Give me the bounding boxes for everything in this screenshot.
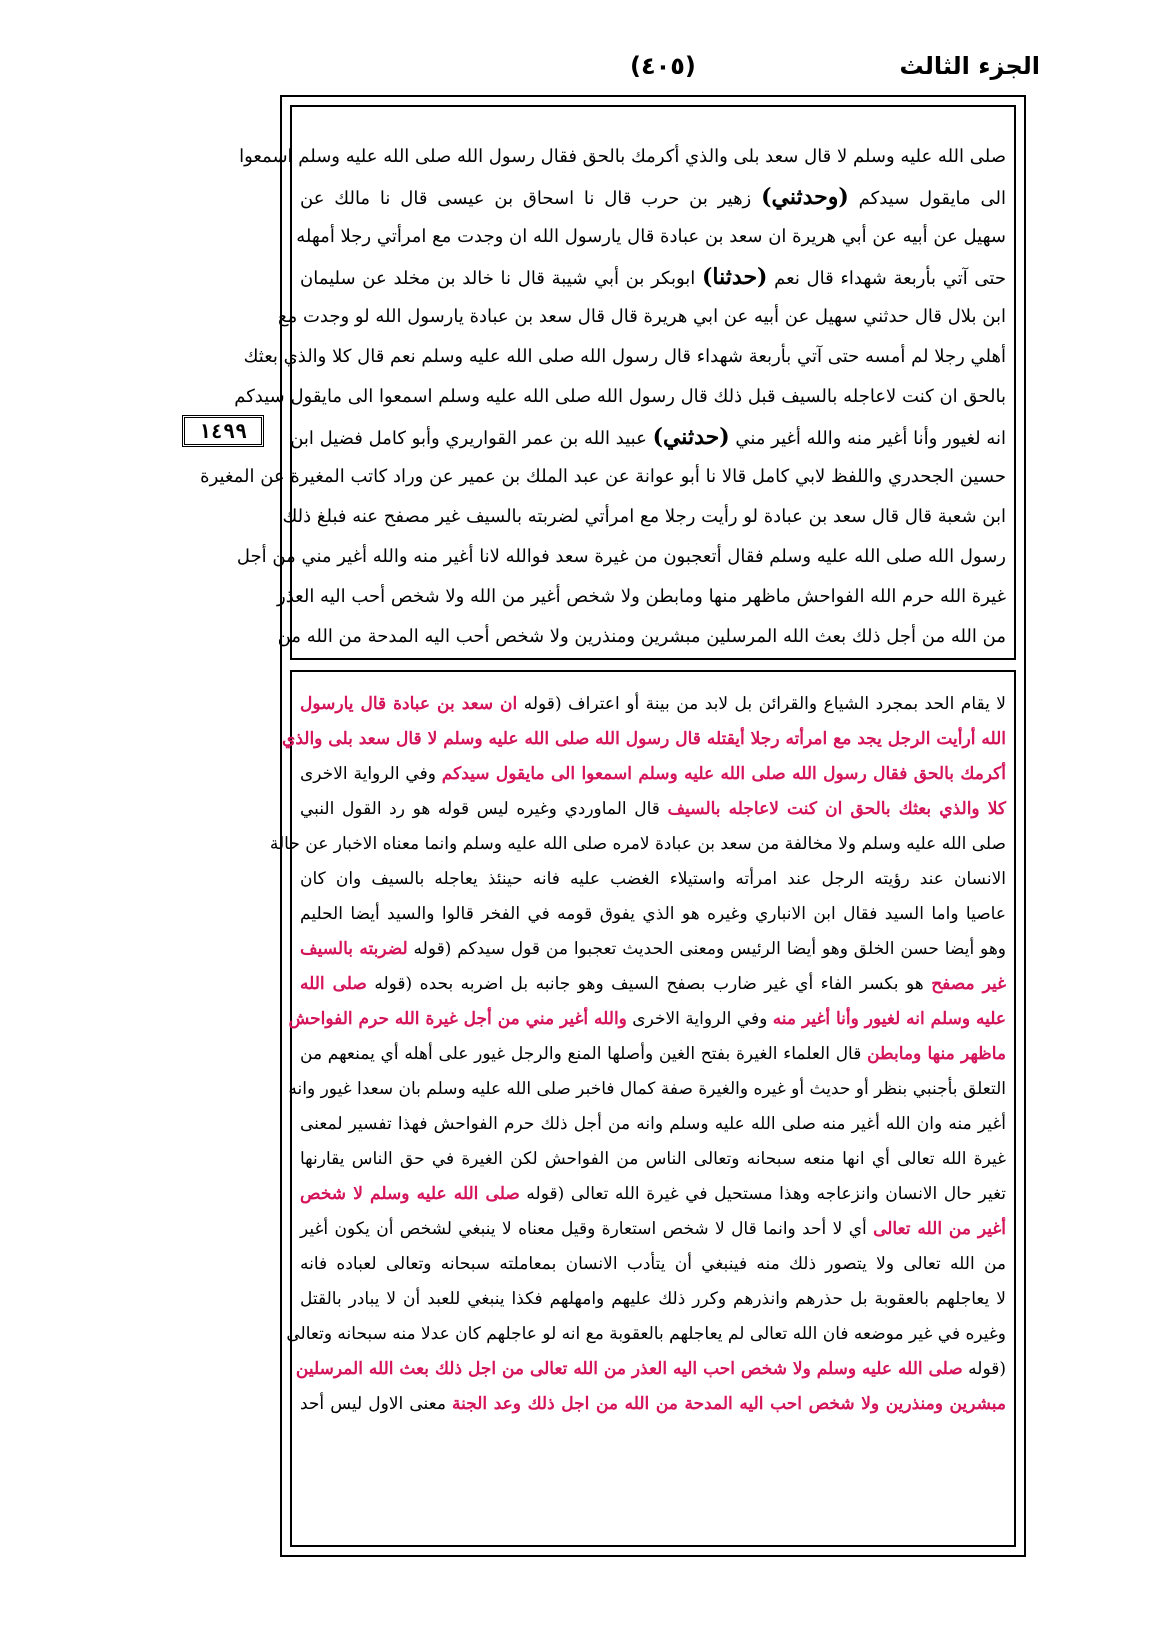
text-segment: صلى الله عليه وسلم ولا مخالفة من سعد بن عبادة لامره صلى الله عليه وسلم وانما معناه الاخبار عن حالة xyxy=(269,834,1006,854)
text-line xyxy=(200,457,1006,497)
text-line xyxy=(300,1037,1006,1072)
text-line xyxy=(282,497,1006,537)
text-segment: غيرة الله حرم الله الفواحش ماظهر منها ومابطن ولا شخص أغير من الله ولا شخص أحب اليه العذر xyxy=(277,586,1006,607)
text-line xyxy=(300,1212,1006,1247)
text-segment: لا يعاجلهم بالعقوبة بل حذرهم وانذرهم وكرر ذلك عليهم وامهلهم فكذا ينبغي للعبد أن لا يبادر بالقتل xyxy=(300,1289,1006,1309)
text-line xyxy=(236,537,1006,577)
text-segment: وغيره في غير موضعه فان الله تعالى لم يعاجلهم بالعقوبة مع انه لو عاجلهم كان عدلا منه سبحانه وتعالى xyxy=(286,1324,1006,1344)
text-segment: عبيد الله بن عمر القواريري وأبو كامل فضيل ابن xyxy=(290,428,653,449)
text-line xyxy=(282,722,1006,757)
text-line xyxy=(296,217,1006,257)
text-line xyxy=(239,137,1006,177)
text-segment: أغير منه وان الله أغير منه صلى الله عليه وسلم وانه من أجل ذلك حرم الفواحش فهذا تفسير لمعنى xyxy=(300,1114,1006,1134)
section-divider xyxy=(290,658,1016,672)
text-segment: أي لا أحد وانما قال لا شخص استعارة وقيل معناه لا ينبغي لشخص أن يكون أغير xyxy=(300,1219,874,1239)
highlighted-quote: ان سعد بن عبادة قال يارسول xyxy=(300,694,518,714)
highlighted-quote: أغير من الله تعالى xyxy=(873,1219,1006,1239)
text-segment: معنى الاول ليس أحد xyxy=(300,1394,453,1414)
narration-marker: (حدثنا) xyxy=(702,264,768,290)
highlighted-quote: غير مصفح xyxy=(931,974,1006,994)
text-line xyxy=(300,1107,1006,1142)
text-line xyxy=(300,862,1006,897)
highlighted-quote: مبشرين ومنذرين ولا شخص احب اليه المدحة من الله من اجل ذلك وعد الجنة xyxy=(452,1394,1007,1414)
text-segment: من الله من أجل ذلك بعث الله المرسلين مبشرين ومنذرين ولا شخص أحب اليه المدحة من الله من xyxy=(277,626,1006,647)
highlighted-quote: الله أرأيت الرجل يجد مع امرأته رجلا أيقتله قال رسول الله صلى الله عليه وسلم لا قال سعد بلى والذي xyxy=(282,729,1006,749)
text-segment: زهير بن حرب قال نا اسحاق بن عيسى قال نا مالك عن xyxy=(300,188,762,209)
text-segment: غيرة الله تعالى أي انها منعه سبحانه وتعالى الناس من الفواحش لكن الغيرة في حق الناس يقارنها xyxy=(300,1149,1006,1169)
text-segment: صلى الله عليه وسلم لا قال سعد بلى والذي أكرمك بالحق فقال رسول الله صلى الله عليه وسلم اسمعوا xyxy=(239,146,1006,167)
highlighted-quote: ماظهر منها ومابطن xyxy=(867,1044,1006,1064)
text-segment: وفي الرواية الاخرى xyxy=(300,764,442,784)
text-line xyxy=(295,1352,1006,1387)
text-line xyxy=(300,1177,1006,1212)
commentary-text xyxy=(269,687,1007,1527)
text-line xyxy=(286,1317,1006,1352)
text-line xyxy=(290,417,1006,457)
text-segment: انه لغيور وأنا أغير منه والله أغير مني xyxy=(729,428,1006,449)
text-line xyxy=(300,177,1006,217)
text-segment: ابن بلال قال حدثني سهيل عن أبيه عن ابي هريرة قال قال سعد بن عبادة يارسول الله لو وجدت مع xyxy=(278,306,1006,327)
text-segment: حسين الجحدري واللفظ لابي كامل قالا نا أبو عوانة عن عبد الملك بن عمير عن وراد كاتب المغيرة عن المغيرة xyxy=(200,466,1006,487)
text-segment: ابن شعبة قال قال سعد بن عبادة لو رأيت رجلا مع امرأتي لضربته بالسيف غير مصفح عنه فبلغ ذلك xyxy=(282,506,1006,527)
hadith-number-box: ١٤٩٩ xyxy=(182,415,264,447)
highlighted-quote: صلى الله عليه وسلم ولا شخص احب اليه العذر من الله تعالى من اجل ذلك بعث الله المرسلين xyxy=(295,1359,963,1379)
page-header xyxy=(290,52,1040,92)
text-line xyxy=(269,827,1006,862)
text-segment: بالحق ان كنت لاعاجله بالسيف قبل ذلك قال رسول الله صلى الله عليه وسلم اسمعوا الى مايقول سيدكم xyxy=(234,386,1006,407)
text-line xyxy=(300,757,1006,792)
highlighted-quote: والله أغير مني من أجل غيرة الله حرم الفواحش xyxy=(288,1009,627,1029)
text-segment: وهو أيضا حسن الخلق وهو أيضا الرئيس ومعنى الحديث تعجبوا من قول سيدكم (قوله xyxy=(407,939,1006,959)
text-segment: الى مايقول سيدكم xyxy=(848,188,1006,209)
text-line xyxy=(234,377,1006,417)
text-line xyxy=(300,932,1006,967)
text-segment: (قوله xyxy=(962,1359,1006,1379)
page-number: (٤٠٥) xyxy=(630,52,696,80)
highlighted-quote: كلا والذي بعثك بالحق ان كنت لاعاجله بالسيف xyxy=(667,799,1006,819)
text-line xyxy=(300,897,1006,932)
text-segment: عاصيا واما السيد فقال ابن الانباري وغيره هو الذي يفوق قومه في الفخر قالوا والسيد أيضا الحليم xyxy=(300,904,1006,924)
text-segment: أهلي رجلا لم أمسه حتى آتي بأربعة شهداء قال رسول الله صلى الله عليه وسلم نعم قال كلا والذي بعثك xyxy=(243,346,1006,367)
text-segment: حتى آتي بأربعة شهداء قال نعم xyxy=(767,268,1006,289)
text-line xyxy=(243,337,1006,377)
text-line xyxy=(278,297,1006,337)
text-line xyxy=(300,1282,1006,1317)
text-segment: ابوبكر بن أبي شيبة قال نا خالد بن مخلد عن سليمان xyxy=(300,268,703,289)
text-line xyxy=(300,967,1006,1002)
text-segment: هو بكسر الفاء أي غير ضارب بصفح السيف وهو جانبه بل اضربه بحده (قوله xyxy=(366,974,932,994)
highlighted-quote: عليه وسلم انه لغيور وأنا أغير منه xyxy=(772,1009,1006,1029)
text-segment: من الله تعالى ولا يتصور ذلك منه فينبغي أن يتأدب الانسان بمعاملته سبحانه وتعالى لعباده فانه xyxy=(300,1254,1006,1274)
text-segment: رسول الله صلى الله عليه وسلم فقال أتعجبون من غيرة سعد فوالله لانا أغير منه والله أغير مني من أجل xyxy=(236,546,1006,567)
highlighted-quote: صلى الله xyxy=(300,974,367,994)
text-line xyxy=(288,1002,1006,1037)
text-segment: قال العلماء الغيرة بفتح الغين وأصلها المنع والرجل غيور على أهله أي يمنعهم من xyxy=(300,1044,868,1064)
text-line xyxy=(277,617,1006,657)
text-line xyxy=(300,687,1006,722)
narration-marker: (وحدثني) xyxy=(761,184,849,210)
text-segment: التعلق بأجنبي بنظر أو حديث أو غيره والغيرة صفة كمال فاخبر صلى الله عليه وسلم بان سعدا غيور وانه xyxy=(288,1079,1006,1099)
text-segment: الانسان عند رؤيته الرجل عند امرأته واستيلاء الغضب عليه فانه حينئذ يعاجله بالسيف وان كان xyxy=(300,869,1006,889)
narration-marker: (حدثني) xyxy=(652,424,730,450)
part-title: الجزء الثالث xyxy=(899,52,1040,80)
text-line xyxy=(288,1072,1006,1107)
text-line xyxy=(300,792,1006,827)
text-segment: سهيل عن أبيه عن أبي هريرة ان سعد بن عبادة قال يارسول الله ان وجدت مع امرأتي رجلا أمهله xyxy=(296,226,1006,247)
text-line xyxy=(300,1247,1006,1282)
highlighted-quote: صلى الله عليه وسلم لا شخص xyxy=(300,1184,520,1204)
highlighted-quote: لضربته بالسيف xyxy=(300,939,408,959)
text-line xyxy=(300,1387,1006,1422)
text-segment: وفي الرواية الاخرى xyxy=(626,1009,773,1029)
text-line xyxy=(300,257,1006,297)
highlighted-quote: أكرمك بالحق فقال رسول الله صلى الله عليه وسلم اسمعوا الى مايقول سيدكم xyxy=(441,764,1006,784)
text-line xyxy=(277,577,1006,617)
text-segment: تغير حال الانسان وانزعاجه وهذا مستحيل في غيرة الله تعالى (قوله xyxy=(519,1184,1007,1204)
text-line xyxy=(300,1142,1006,1177)
text-segment: قال الماوردي وغيره ليس قوله هو رد القول النبي xyxy=(300,799,668,819)
text-segment: لا يقام الحد بمجرد الشياع والقرائن بل لابد من بينة أو اعتراف (قوله xyxy=(517,694,1006,714)
